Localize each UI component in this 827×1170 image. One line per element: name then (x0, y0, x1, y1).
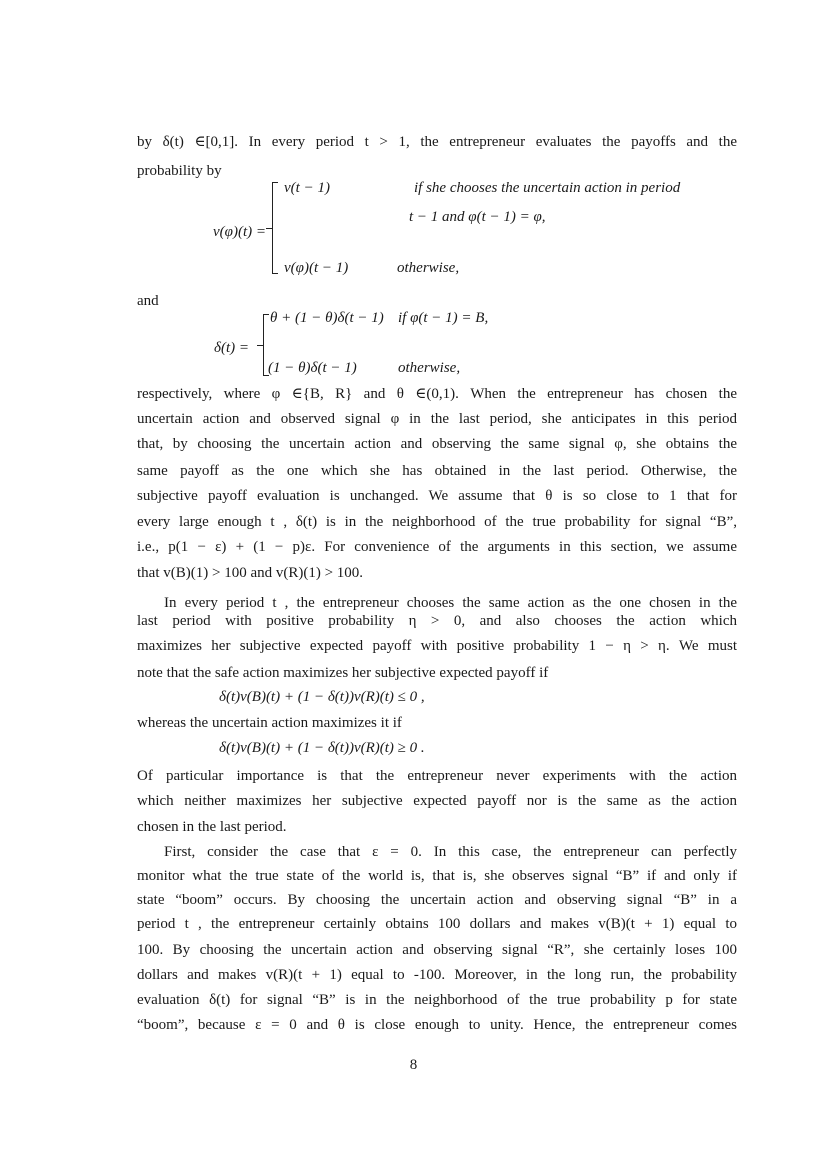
text-line: last period with positive probability η > 0, and also chooses the action which (137, 613, 737, 629)
case-brace (272, 182, 282, 274)
equation-condition: t − 1 and φ(t − 1) = φ, (409, 209, 546, 225)
text-line: probability by (137, 163, 222, 179)
inequality-uncertain: δ(t)v(B)(t) + (1 − δ(t))v(R)(t) ≥ 0 . (219, 740, 425, 756)
text-line: i.e., p(1 − ε) + (1 − p)ε. For convenience of the arguments in this section, we assume (137, 539, 737, 555)
text-line: dollars and makes v(R)(t + 1) equal to -100. Moreover, in the long run, the probability (137, 967, 737, 983)
page-number: 8 (409, 1057, 418, 1073)
text-line: respectively, where φ ∈{B, R} and θ ∈(0,1). When the entrepreneur has chosen the (137, 386, 737, 402)
equation-condition: otherwise, (397, 260, 460, 276)
text-line: same payoff as the one which she has obtained in the last period. Otherwise, the (137, 463, 737, 479)
text-line: subjective payoff evaluation is unchanged. We assume that θ is so close to 1 that for (137, 488, 737, 504)
text-line: In every period t , the entrepreneur chooses the same action as the one chosen in the (164, 595, 737, 611)
text-line: maximizes her subjective expected payoff with positive probability 1 − η > η. We must (137, 638, 737, 654)
text-line: Of particular importance is that the entrepreneur never experiments with the action (137, 768, 737, 784)
equation-case: v(t − 1) (284, 180, 330, 196)
equation-lhs: δ(t) = (214, 340, 250, 356)
text-line: that v(B)(1) > 100 and v(R)(1) > 100. (137, 565, 364, 581)
equation-condition: if φ(t − 1) = B, (398, 310, 489, 326)
text-line: period t , the entrepreneur certainly obtains 100 dollars and makes v(B)(t + 1) equal to (137, 916, 737, 932)
equation-case: v(φ)(t − 1) (284, 260, 349, 276)
equation-condition: otherwise, (398, 360, 461, 376)
text-line: chosen in the last period. (137, 819, 287, 835)
text-line: every large enough t , δ(t) is in the neighborhood of the true probability for signal “B”, (137, 514, 737, 530)
inequality-safe: δ(t)v(B)(t) + (1 − δ(t))v(R)(t) ≤ 0 , (219, 689, 425, 705)
text-line: evaluation δ(t) for signal “B” is in the neighborhood of the true probability p for state (137, 992, 737, 1008)
text-line: by δ(t) ∈[0,1]. In every period t > 1, the entrepreneur evaluates the payoffs and the (137, 134, 737, 150)
text-line: 100. By choosing the uncertain action and observing signal “R”, she certainly loses 100 (137, 942, 737, 958)
equation-condition: if she chooses the uncertain action in period (414, 180, 681, 196)
text-line: monitor what the true state of the world is, that is, she observes signal “B” if and only if (137, 868, 737, 884)
equation-case: θ + (1 − θ)δ(t − 1) (270, 310, 384, 326)
text-line: and (137, 293, 159, 309)
equation-lhs: v(φ)(t) = (213, 224, 266, 240)
text-line: note that the safe action maximizes her subjective expected payoff if (137, 665, 549, 681)
text-line: “boom”, because ε = 0 and θ is close enough to unity. Hence, the entrepreneur comes (137, 1017, 737, 1033)
text-line: which neither maximizes her subjective expected payoff nor is the same as the action (137, 793, 737, 809)
text-line: state “boom” occurs. By choosing the uncertain action and observing signal “B” in a (137, 892, 737, 908)
text-line: First, consider the case that ε = 0. In this case, the entrepreneur can perfectly (164, 844, 737, 860)
equation-case: (1 − θ)δ(t − 1) (268, 360, 357, 376)
text-line: uncertain action and observed signal φ in the last period, she anticipates in this period (137, 411, 737, 427)
text-line: that, by choosing the uncertain action and observing the same signal φ, she obtains the (137, 436, 737, 452)
text-line: whereas the uncertain action maximizes it if (137, 715, 402, 731)
